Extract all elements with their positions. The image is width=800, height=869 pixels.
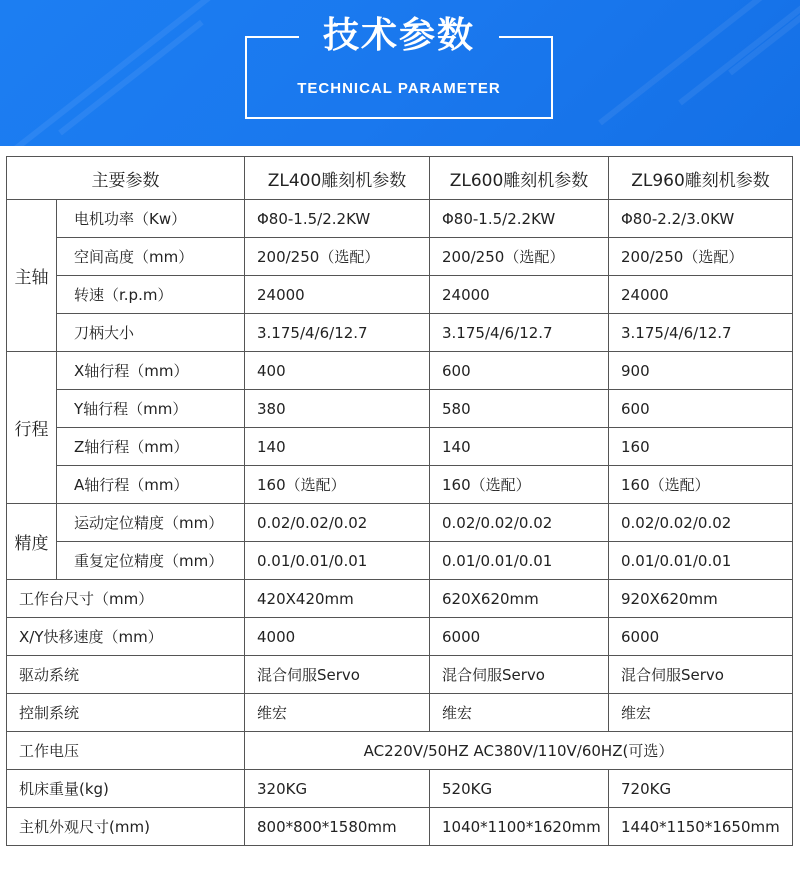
row-label: 电机功率（Kw）	[57, 200, 245, 238]
row-label: 转速（r.p.m）	[57, 276, 245, 314]
row-label: 刀柄大小	[57, 314, 245, 352]
cell-value: 6000	[430, 618, 609, 656]
cell-value: 混合伺服Servo	[245, 656, 430, 694]
table-row	[7, 770, 793, 808]
cell-value: 0.02/0.02/0.02	[430, 504, 609, 542]
cell-value: 920X620mm	[609, 580, 793, 618]
row-label: Y轴行程（mm）	[57, 390, 245, 428]
header-banner	[0, 0, 800, 146]
table-row	[7, 542, 793, 580]
table-header-row	[7, 157, 793, 200]
table-row	[7, 808, 793, 846]
table-row	[7, 504, 793, 542]
cell-value: 0.02/0.02/0.02	[609, 504, 793, 542]
cell-value: 600	[609, 390, 793, 428]
cell-value: 6000	[609, 618, 793, 656]
cell-value: 维宏	[245, 694, 430, 732]
cell-value: 4000	[245, 618, 430, 656]
row-label: 重复定位精度（mm）	[57, 542, 245, 580]
cell-value: 200/250（选配）	[245, 238, 430, 276]
page-subtitle: TECHNICAL PARAMETER	[297, 80, 501, 97]
cell-value: 0.01/0.01/0.01	[609, 542, 793, 580]
cell-value: 800*800*1580mm	[245, 808, 430, 846]
cell-value: Φ80-1.5/2.2KW	[430, 200, 609, 238]
cell-value: 24000	[245, 276, 430, 314]
table-row	[7, 200, 793, 238]
cell-value: 混合伺服Servo	[430, 656, 609, 694]
table-row	[7, 618, 793, 656]
cell-value: 0.01/0.01/0.01	[430, 542, 609, 580]
cell-value: 140	[430, 428, 609, 466]
group-label-precision: 精度	[7, 504, 57, 580]
row-label: 控制系统	[7, 694, 245, 732]
page-title: 技术参数	[322, 15, 475, 56]
cell-value: 3.175/4/6/12.7	[245, 314, 430, 352]
cell-value: 160（选配）	[609, 466, 793, 504]
table-row	[7, 732, 793, 770]
table-row	[7, 694, 793, 732]
table-row	[7, 466, 793, 504]
row-label: 驱动系统	[7, 656, 245, 694]
cell-value: 520KG	[430, 770, 609, 808]
table-row	[7, 656, 793, 694]
cell-value: 140	[245, 428, 430, 466]
cell-value: 维宏	[609, 694, 793, 732]
cell-value: 900	[609, 352, 793, 390]
row-label: 工作电压	[7, 732, 245, 770]
cell-value: 160（选配）	[430, 466, 609, 504]
row-label: A轴行程（mm）	[57, 466, 245, 504]
cell-value: 维宏	[430, 694, 609, 732]
cell-value: 420X420mm	[245, 580, 430, 618]
row-label: 空间高度（mm）	[57, 238, 245, 276]
table-row	[7, 390, 793, 428]
row-label: 运动定位精度（mm）	[57, 504, 245, 542]
cell-value: 160	[609, 428, 793, 466]
row-label: Z轴行程（mm）	[57, 428, 245, 466]
header-cell: ZL960雕刻机参数	[609, 157, 793, 200]
row-label: 机床重量(kg)	[7, 770, 245, 808]
cell-value: 400	[245, 352, 430, 390]
cell-value: 200/250（选配）	[430, 238, 609, 276]
cell-value: Φ80-2.2/3.0KW	[609, 200, 793, 238]
cell-value: 600	[430, 352, 609, 390]
cell-value: 24000	[430, 276, 609, 314]
cell-value: 320KG	[245, 770, 430, 808]
cell-value: AC220V/50HZ AC380V/110V/60HZ(可选）	[245, 732, 793, 770]
cell-value: Φ80-1.5/2.2KW	[245, 200, 430, 238]
cell-value: 混合伺服Servo	[609, 656, 793, 694]
row-label: X/Y快移速度（mm）	[7, 618, 245, 656]
cell-value: 580	[430, 390, 609, 428]
cell-value: 160（选配）	[245, 466, 430, 504]
cell-value: 0.01/0.01/0.01	[245, 542, 430, 580]
cell-value: 200/250（选配）	[609, 238, 793, 276]
spec-table	[6, 156, 793, 846]
row-label: 工作台尺寸（mm）	[7, 580, 245, 618]
row-label: 主机外观尺寸(mm)	[7, 808, 245, 846]
cell-value: 1040*1100*1620mm	[430, 808, 609, 846]
table-row	[7, 314, 793, 352]
header-cell: ZL600雕刻机参数	[430, 157, 609, 200]
cell-value: 620X620mm	[430, 580, 609, 618]
table-row	[7, 276, 793, 314]
group-label-spindle: 主轴	[7, 200, 57, 352]
row-label: X轴行程（mm）	[57, 352, 245, 390]
cell-value: 0.02/0.02/0.02	[245, 504, 430, 542]
table-row	[7, 428, 793, 466]
group-label-travel: 行程	[7, 352, 57, 504]
cell-value: 3.175/4/6/12.7	[430, 314, 609, 352]
header-cell: ZL400雕刻机参数	[245, 157, 430, 200]
cell-value: 380	[245, 390, 430, 428]
title-frame	[245, 15, 553, 119]
cell-value: 24000	[609, 276, 793, 314]
table-row	[7, 238, 793, 276]
cell-value: 1440*1150*1650mm	[609, 808, 793, 846]
table-row	[7, 580, 793, 618]
header-cell: 主要参数	[7, 157, 245, 200]
cell-value: 720KG	[609, 770, 793, 808]
cell-value: 3.175/4/6/12.7	[609, 314, 793, 352]
table-row	[7, 352, 793, 390]
